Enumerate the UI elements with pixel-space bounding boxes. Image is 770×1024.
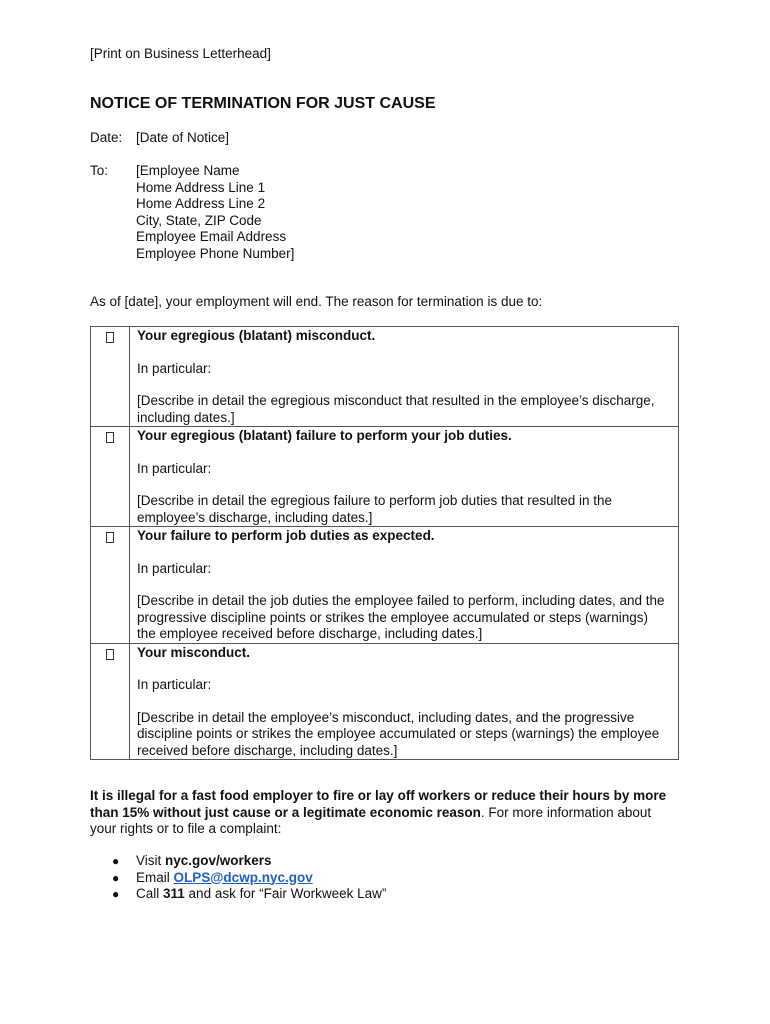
table-row [91, 643, 679, 760]
visit-url: nyc.gov/workers [165, 853, 272, 868]
reason-heading: Your misconduct. [137, 644, 251, 660]
reason-content [130, 643, 679, 760]
checkbox-cell [91, 427, 130, 527]
bullet-icon: ● [112, 854, 120, 868]
reason-heading: Your egregious (blatant) failure to perform your job duties. [137, 428, 512, 443]
bullet-icon: ● [112, 870, 120, 885]
visit-prefix: Visit [136, 853, 166, 868]
checkbox-icon[interactable] [106, 432, 114, 443]
address-line: City, State, ZIP Code [136, 212, 262, 228]
contact-list [90, 853, 386, 903]
checkbox-cell [91, 327, 130, 427]
date-value: [Date of Notice] [136, 130, 230, 145]
legal-notice-rest: . For more information about your rights or to file a complaint: [90, 804, 652, 836]
document-title: NOTICE OF TERMINATION FOR JUST CAUSE [90, 95, 436, 112]
email-prefix: Email [136, 869, 174, 885]
email-link[interactable]: OLPS@dcwp.nyc.gov [173, 869, 313, 885]
reason-content [130, 327, 679, 427]
to-label: To: [90, 163, 109, 178]
reason-content [130, 427, 679, 527]
reason-heading: Your failure to perform job duties as expected. [137, 528, 435, 543]
table-row [91, 427, 679, 527]
call-number: 311 [163, 886, 185, 901]
letterhead-note: [Print on Business Letterhead] [90, 46, 271, 61]
legal-notice-bold: It is illegal for a fast food employer to fire or lay off workers or reduce their hours by more than 15% without just cause or a legitimate economic reason [90, 788, 667, 820]
legal-notice [90, 788, 680, 838]
list-item [90, 870, 386, 887]
checkbox-icon[interactable] [106, 532, 114, 543]
checkbox-cell [91, 527, 130, 644]
address-line: Employee Phone Number] [136, 245, 295, 261]
reason-detail: [Describe in detail the egregious failure to perform job duties that resulted in the employee’s discharge, including dates.] [137, 493, 613, 525]
checkbox-icon[interactable] [106, 332, 114, 343]
reason-heading: Your egregious (blatant) misconduct. [137, 328, 376, 343]
list-item [90, 886, 386, 903]
address-line: Employee Email Address [136, 229, 287, 244]
reason-subheading: In particular: [137, 360, 212, 376]
table-row [91, 527, 679, 644]
bullet-icon: ● [112, 887, 120, 901]
reason-subheading: In particular: [137, 560, 212, 576]
checkbox-icon[interactable] [106, 649, 114, 660]
date-label: Date: [90, 130, 123, 145]
reason-content [130, 527, 679, 644]
address-line: [Employee Name [136, 163, 240, 178]
reason-subheading: In particular: [137, 460, 212, 476]
reason-subheading: In particular: [137, 677, 212, 692]
intro-paragraph: As of [date], your employment will end. The reason for termination is due to: [90, 294, 543, 309]
reason-detail: [Describe in detail the egregious misconduct that resulted in the employee’s discharge, including dates.] [137, 393, 655, 425]
call-prefix: Call [136, 886, 164, 901]
list-item [90, 853, 386, 870]
termination-reasons-table [90, 326, 679, 760]
reason-detail: [Describe in detail the job duties the employee failed to perform, including dates, and the progressive discipline points or strikes the employee accumulated or steps (warnings) the employee received before discharge, including dates.] [137, 593, 665, 641]
reason-detail: [Describe in detail the employee’s misconduct, including dates, and the progressive discipline points or strikes the employee accumulated or steps (warnings) the employee received before discharge, including dates.] [137, 709, 660, 758]
table-row [91, 327, 679, 427]
address-line: Home Address Line 1 [136, 179, 266, 195]
address-lines [136, 163, 294, 262]
call-suffix: and ask for “Fair Workweek Law” [184, 886, 387, 901]
address-line: Home Address Line 2 [136, 196, 266, 211]
checkbox-cell [91, 643, 130, 760]
